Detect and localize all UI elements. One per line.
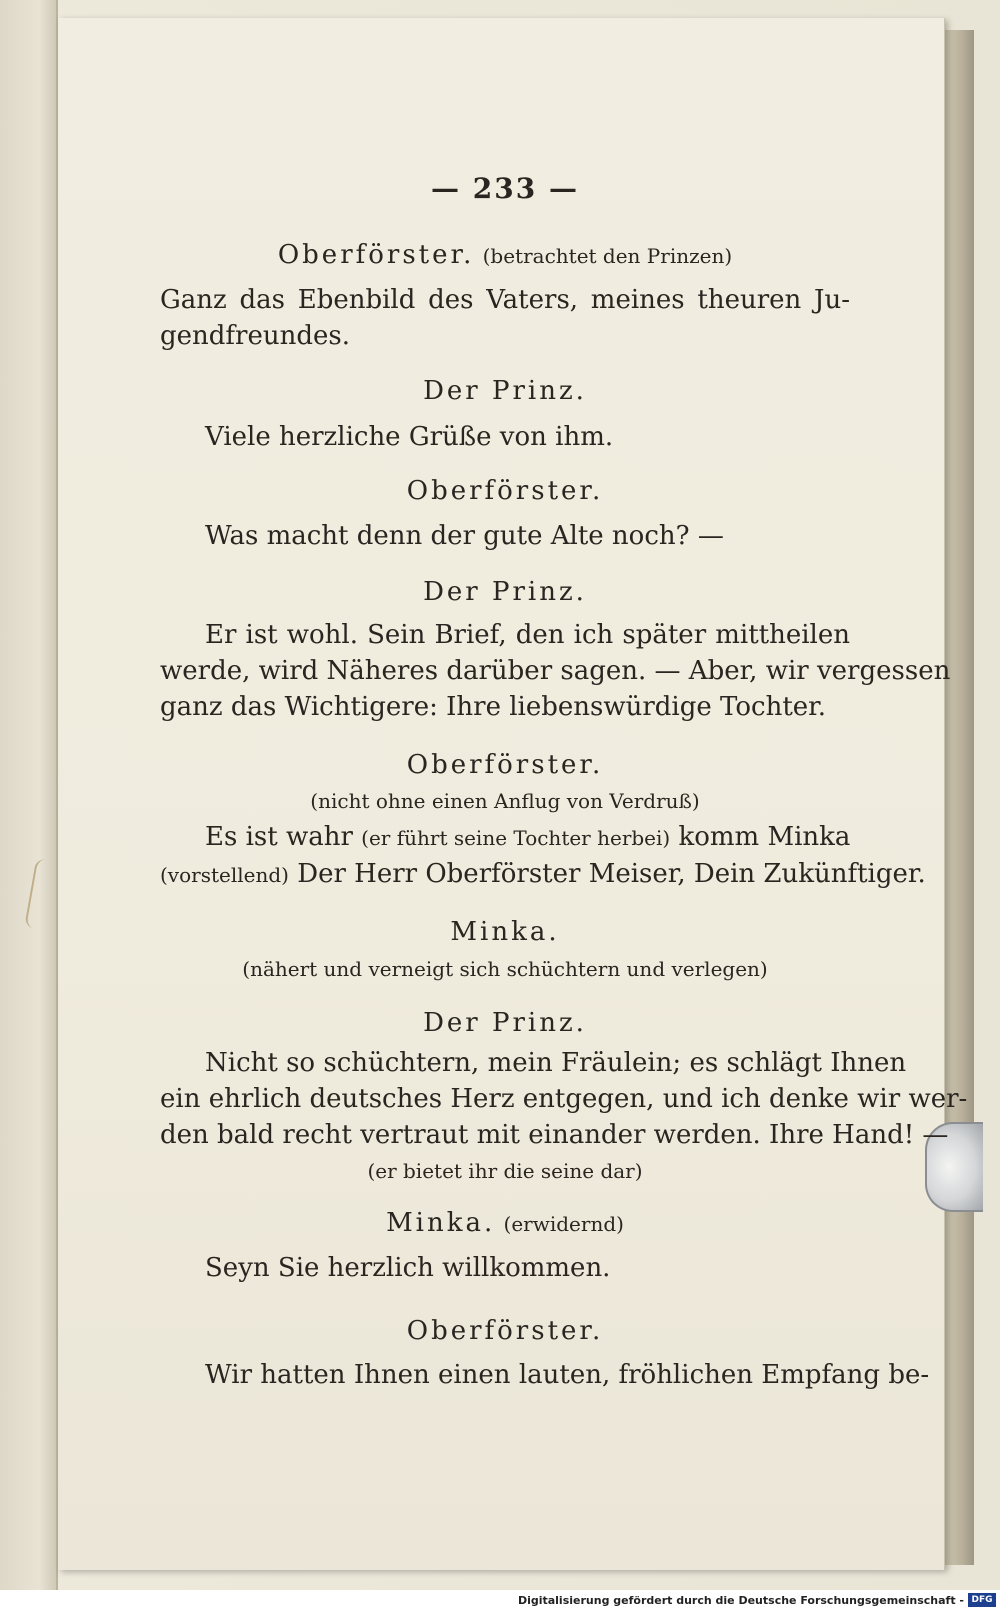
stage-direction: (er führt seine Tochter herbei) (361, 826, 671, 850)
dfg-logo[interactable]: DFG (968, 1593, 996, 1607)
stage-direction: (betrachtet den Prinzen) (482, 244, 733, 268)
speaker-name: Minka. (450, 917, 560, 947)
speaker-name: Oberförster. (406, 476, 604, 506)
footer-credit: Digitalisierung gefördert durch die Deutsche Forschungsgemeinschaft - (517, 1594, 964, 1607)
speaker-line (160, 1206, 850, 1241)
stage-direction: (er bietet ihr die seine dar) (367, 1159, 643, 1183)
stage-direction: (vorstellend) (160, 863, 289, 887)
speaker-name: Der Prinz. (423, 376, 587, 406)
text-fragment: Der Herr Oberförster Meiser, Dein Zukünftiger. (297, 859, 926, 889)
text-fragment: Es ist wahr (205, 822, 353, 852)
speaker-name: Oberförster. (277, 240, 475, 270)
speaker-line (160, 238, 850, 273)
text-line: Wir hatten Ihnen einen lauten, fröhlichen Empfang be- (205, 1360, 930, 1390)
text-line: Nicht so schüchtern, mein Fräulein; es schlägt Ihnen (205, 1048, 907, 1078)
text-line: Seyn Sie herzlich willkommen. (205, 1253, 611, 1283)
text-line: Ganz das Ebenbild des Vaters, meines theuren Ju- (160, 285, 850, 315)
stage-direction: (erwidernd) (503, 1212, 624, 1236)
text-line: Was macht denn der gute Alte noch? — (205, 521, 724, 551)
text-line: ganz das Wichtigere: Ihre liebenswürdige Tochter. (160, 692, 826, 722)
speaker-name: Minka. (386, 1208, 496, 1238)
digitization-footer (0, 1590, 1000, 1611)
page-number: — 233 — (431, 172, 579, 205)
text-line: gendfreundes. (160, 321, 350, 351)
text-line (205, 820, 850, 855)
text-line: Viele herzliche Grüße von ihm. (205, 422, 614, 452)
text-line (160, 857, 926, 892)
stage-direction: (nähert und verneigt sich schüchtern und verlegen) (242, 957, 768, 981)
speaker-name: Oberförster. (406, 750, 604, 780)
stage-direction: (nicht ohne einen Anflug von Verdruß) (310, 789, 700, 813)
speaker-name: Der Prinz. (423, 577, 587, 607)
text-line: werde, wird Näheres darüber sagen. — Aber, wir vergessen (160, 656, 951, 686)
text-fragment: komm Minka (678, 822, 851, 852)
speaker-name: Der Prinz. (423, 1008, 587, 1038)
speaker-name: Oberförster. (406, 1316, 604, 1346)
text-line: Er ist wohl. Sein Brief, den ich später mittheilen (205, 620, 850, 650)
text-line: den bald recht vertraut mit einander werden. Ihre Hand! — (160, 1120, 949, 1150)
text-line: ein ehrlich deutsches Herz entgegen, und ich denke wir wer- (160, 1084, 968, 1114)
